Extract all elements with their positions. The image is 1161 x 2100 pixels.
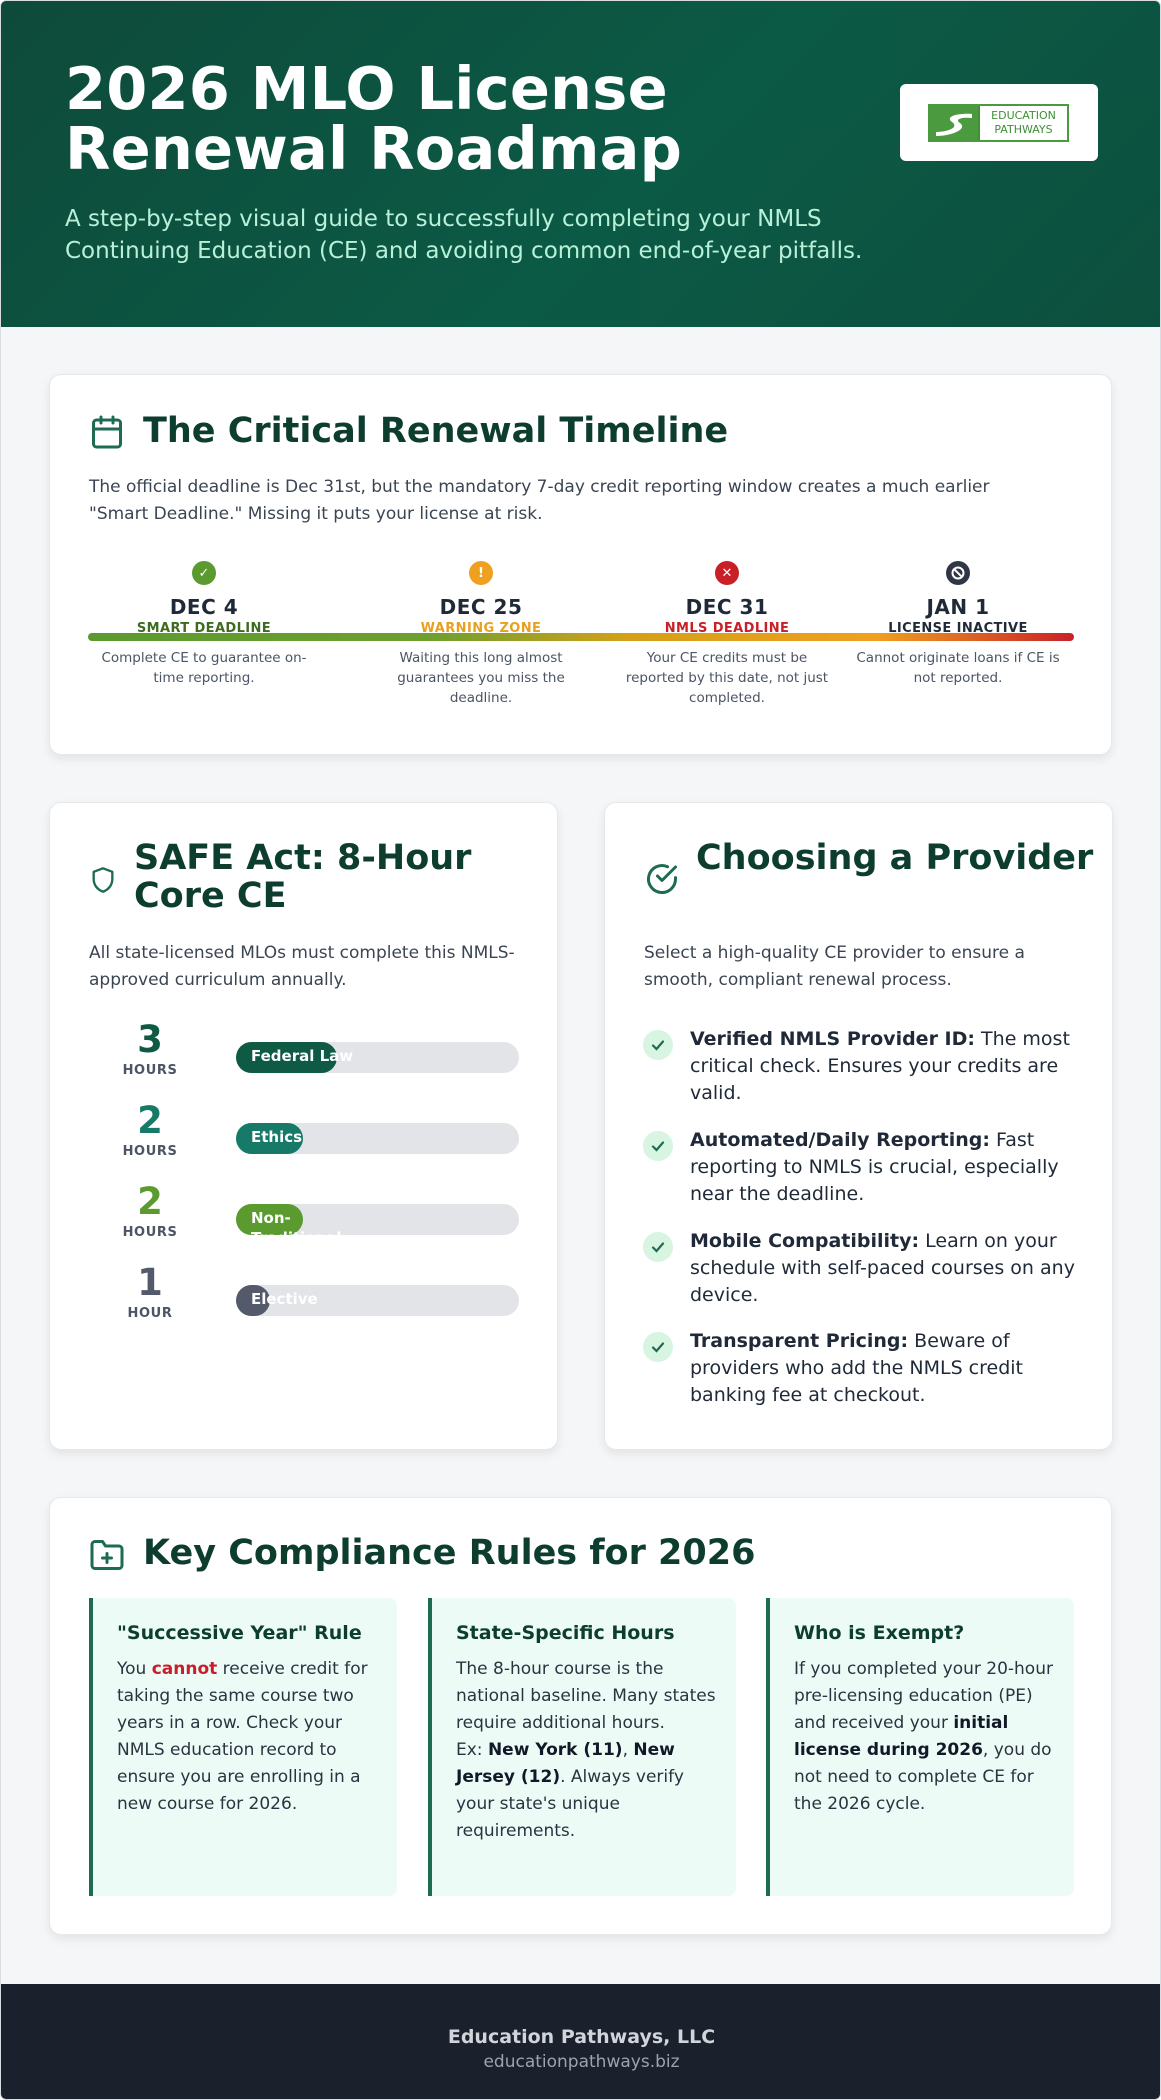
- rule-title: State-Specific Hours: [456, 1622, 675, 1644]
- timeline-date: DEC 31: [685, 595, 769, 619]
- rule-body: You cannot receive credit for taking the same course two years in a row. Check your NMLS education record to ensure you are enrolling in a new course for 2026.: [117, 1659, 368, 1814]
- hours-bar-track: [236, 1285, 519, 1316]
- folder-plus-icon: [89, 1537, 125, 1577]
- provider-item-text: The most critical check. Ensures your credits are valid.: [690, 1028, 1070, 1104]
- x-icon: ✕: [715, 561, 739, 585]
- timeline-title: The Critical Renewal Timeline: [143, 411, 729, 451]
- rule-box-state-hours: [428, 1598, 736, 1896]
- footer-company: Education Pathways, LLC: [447, 2026, 716, 2048]
- logo-text-line2: PATHWAYS: [994, 123, 1053, 136]
- rule-title: "Successive Year" Rule: [117, 1622, 362, 1644]
- provider-item-heading: Mobile Compatibility:: [690, 1230, 920, 1252]
- provider-title: Choosing a Provider: [696, 838, 1094, 878]
- header-banner: [1, 1, 1161, 327]
- check-icon: ✓: [192, 561, 216, 585]
- shield-icon: [89, 865, 117, 899]
- hours-unit: HOURS: [122, 1063, 178, 1078]
- rule-body: The 8-hour course is the national baseline. Many states require additional hours. Ex: New York (11), New Jersey (12). Always verify your state's unique requirements.: [456, 1659, 716, 1841]
- timeline-note: Complete CE to guarantee on-time reporting.: [101, 650, 307, 686]
- check-icon: [643, 1332, 673, 1362]
- provider-description: Select a high-quality CE provider to ensure a smooth, compliant renewal process.: [644, 943, 1025, 990]
- timeline-date: JAN 1: [926, 595, 990, 619]
- hours-row: [89, 1018, 519, 1082]
- footer-website-link[interactable]: educationpathways.biz: [483, 2052, 680, 2072]
- hours-bar-label: Ethics: [251, 1128, 303, 1146]
- hours-bar-label: Elective: [251, 1290, 318, 1308]
- provider-item-heading: Verified NMLS Provider ID:: [690, 1028, 975, 1050]
- safe-act-description: All state-licensed MLOs must complete this NMLS-approved curriculum annually.: [89, 943, 515, 990]
- hours-unit: HOURS: [122, 1225, 178, 1240]
- calendar-icon: [89, 414, 125, 454]
- timeline-item-jan1: [843, 561, 1073, 688]
- rule-title: Who is Exempt?: [794, 1622, 965, 1644]
- check-icon: [643, 1030, 673, 1060]
- check-circle-icon: [644, 861, 680, 901]
- rules-title: Key Compliance Rules for 2026: [143, 1533, 756, 1573]
- provider-item-text: Beware of providers who add the NMLS credit banking fee at checkout.: [690, 1330, 1023, 1406]
- rule-box-successive-year: [89, 1598, 397, 1896]
- timeline-note: Waiting this long almost guarantees you miss the deadline.: [397, 650, 565, 706]
- hours-number: 2: [137, 1099, 163, 1142]
- road-logo-icon: [930, 106, 978, 140]
- hours-bar-label: Federal Law: [251, 1047, 354, 1065]
- timeline-tag: WARNING ZONE: [420, 621, 542, 636]
- provider-item-text: Learn on your schedule with self-paced courses on any device.: [690, 1230, 1075, 1306]
- timeline-note: Your CE credits must be reported by this date, not just completed.: [625, 650, 829, 706]
- timeline-item-dec4: [89, 561, 319, 688]
- provider-item-heading: Transparent Pricing:: [690, 1330, 909, 1352]
- rule-emphasis: cannot: [151, 1659, 218, 1679]
- logo-text-line1: EDUCATION: [991, 109, 1056, 122]
- timeline-date: DEC 4: [169, 595, 239, 619]
- timeline-item-dec25: [366, 561, 596, 708]
- timeline-date: DEC 25: [439, 595, 523, 619]
- hours-row: [89, 1180, 519, 1247]
- hours-bar-track: [236, 1042, 519, 1073]
- rule-body: If you completed your 20-hour pre-licensing education (PE) and received your initial license during 2026, you do not need to complete CE for the 2026 cycle.: [794, 1659, 1053, 1814]
- hours-row: [89, 1261, 519, 1325]
- provider-item-text: Fast reporting to NMLS is crucial, especially near the deadline.: [690, 1129, 1059, 1205]
- footer: [1, 1984, 1161, 2100]
- hours-bar-track: [236, 1204, 519, 1247]
- ban-icon: [946, 561, 970, 585]
- page-title: 2026 MLO License Renewal Roadmap: [65, 54, 683, 183]
- check-icon: [643, 1131, 673, 1161]
- hours-number: 1: [137, 1261, 163, 1304]
- timeline-item-dec31: [612, 561, 842, 708]
- timeline-tag: SMART DEADLINE: [136, 621, 272, 636]
- exclamation-icon: !: [469, 561, 493, 585]
- hours-bar-label: Non-Traditional: [251, 1209, 342, 1247]
- safe-act-title: SAFE Act: 8-Hour Core CE: [134, 838, 472, 916]
- hours-number: 2: [137, 1180, 163, 1223]
- page-subtitle: A step-by-step visual guide to successfully completing your NMLS Continuing Education (CE) and avoiding common end-of-year pitfalls.: [65, 206, 863, 264]
- hours-row: [89, 1099, 519, 1163]
- timeline-tag: NMLS DEADLINE: [664, 621, 790, 636]
- rule-box-exempt: [766, 1598, 1074, 1896]
- hours-number: 3: [137, 1018, 163, 1061]
- provider-item-heading: Automated/Daily Reporting:: [690, 1129, 990, 1151]
- check-icon: [643, 1232, 673, 1262]
- hours-unit: HOUR: [127, 1306, 173, 1321]
- timeline-tag: LICENSE INACTIVE: [888, 621, 1028, 636]
- hours-bar-track: [236, 1123, 519, 1154]
- hours-unit: HOURS: [122, 1144, 178, 1159]
- timeline-note: Cannot originate loans if CE is not reported.: [856, 650, 1060, 686]
- timeline-description: The official deadline is Dec 31st, but the mandatory 7-day credit reporting window creates a much earlier "Smart Deadline." Missing it puts your license at risk.: [89, 477, 990, 524]
- company-logo: [900, 84, 1098, 161]
